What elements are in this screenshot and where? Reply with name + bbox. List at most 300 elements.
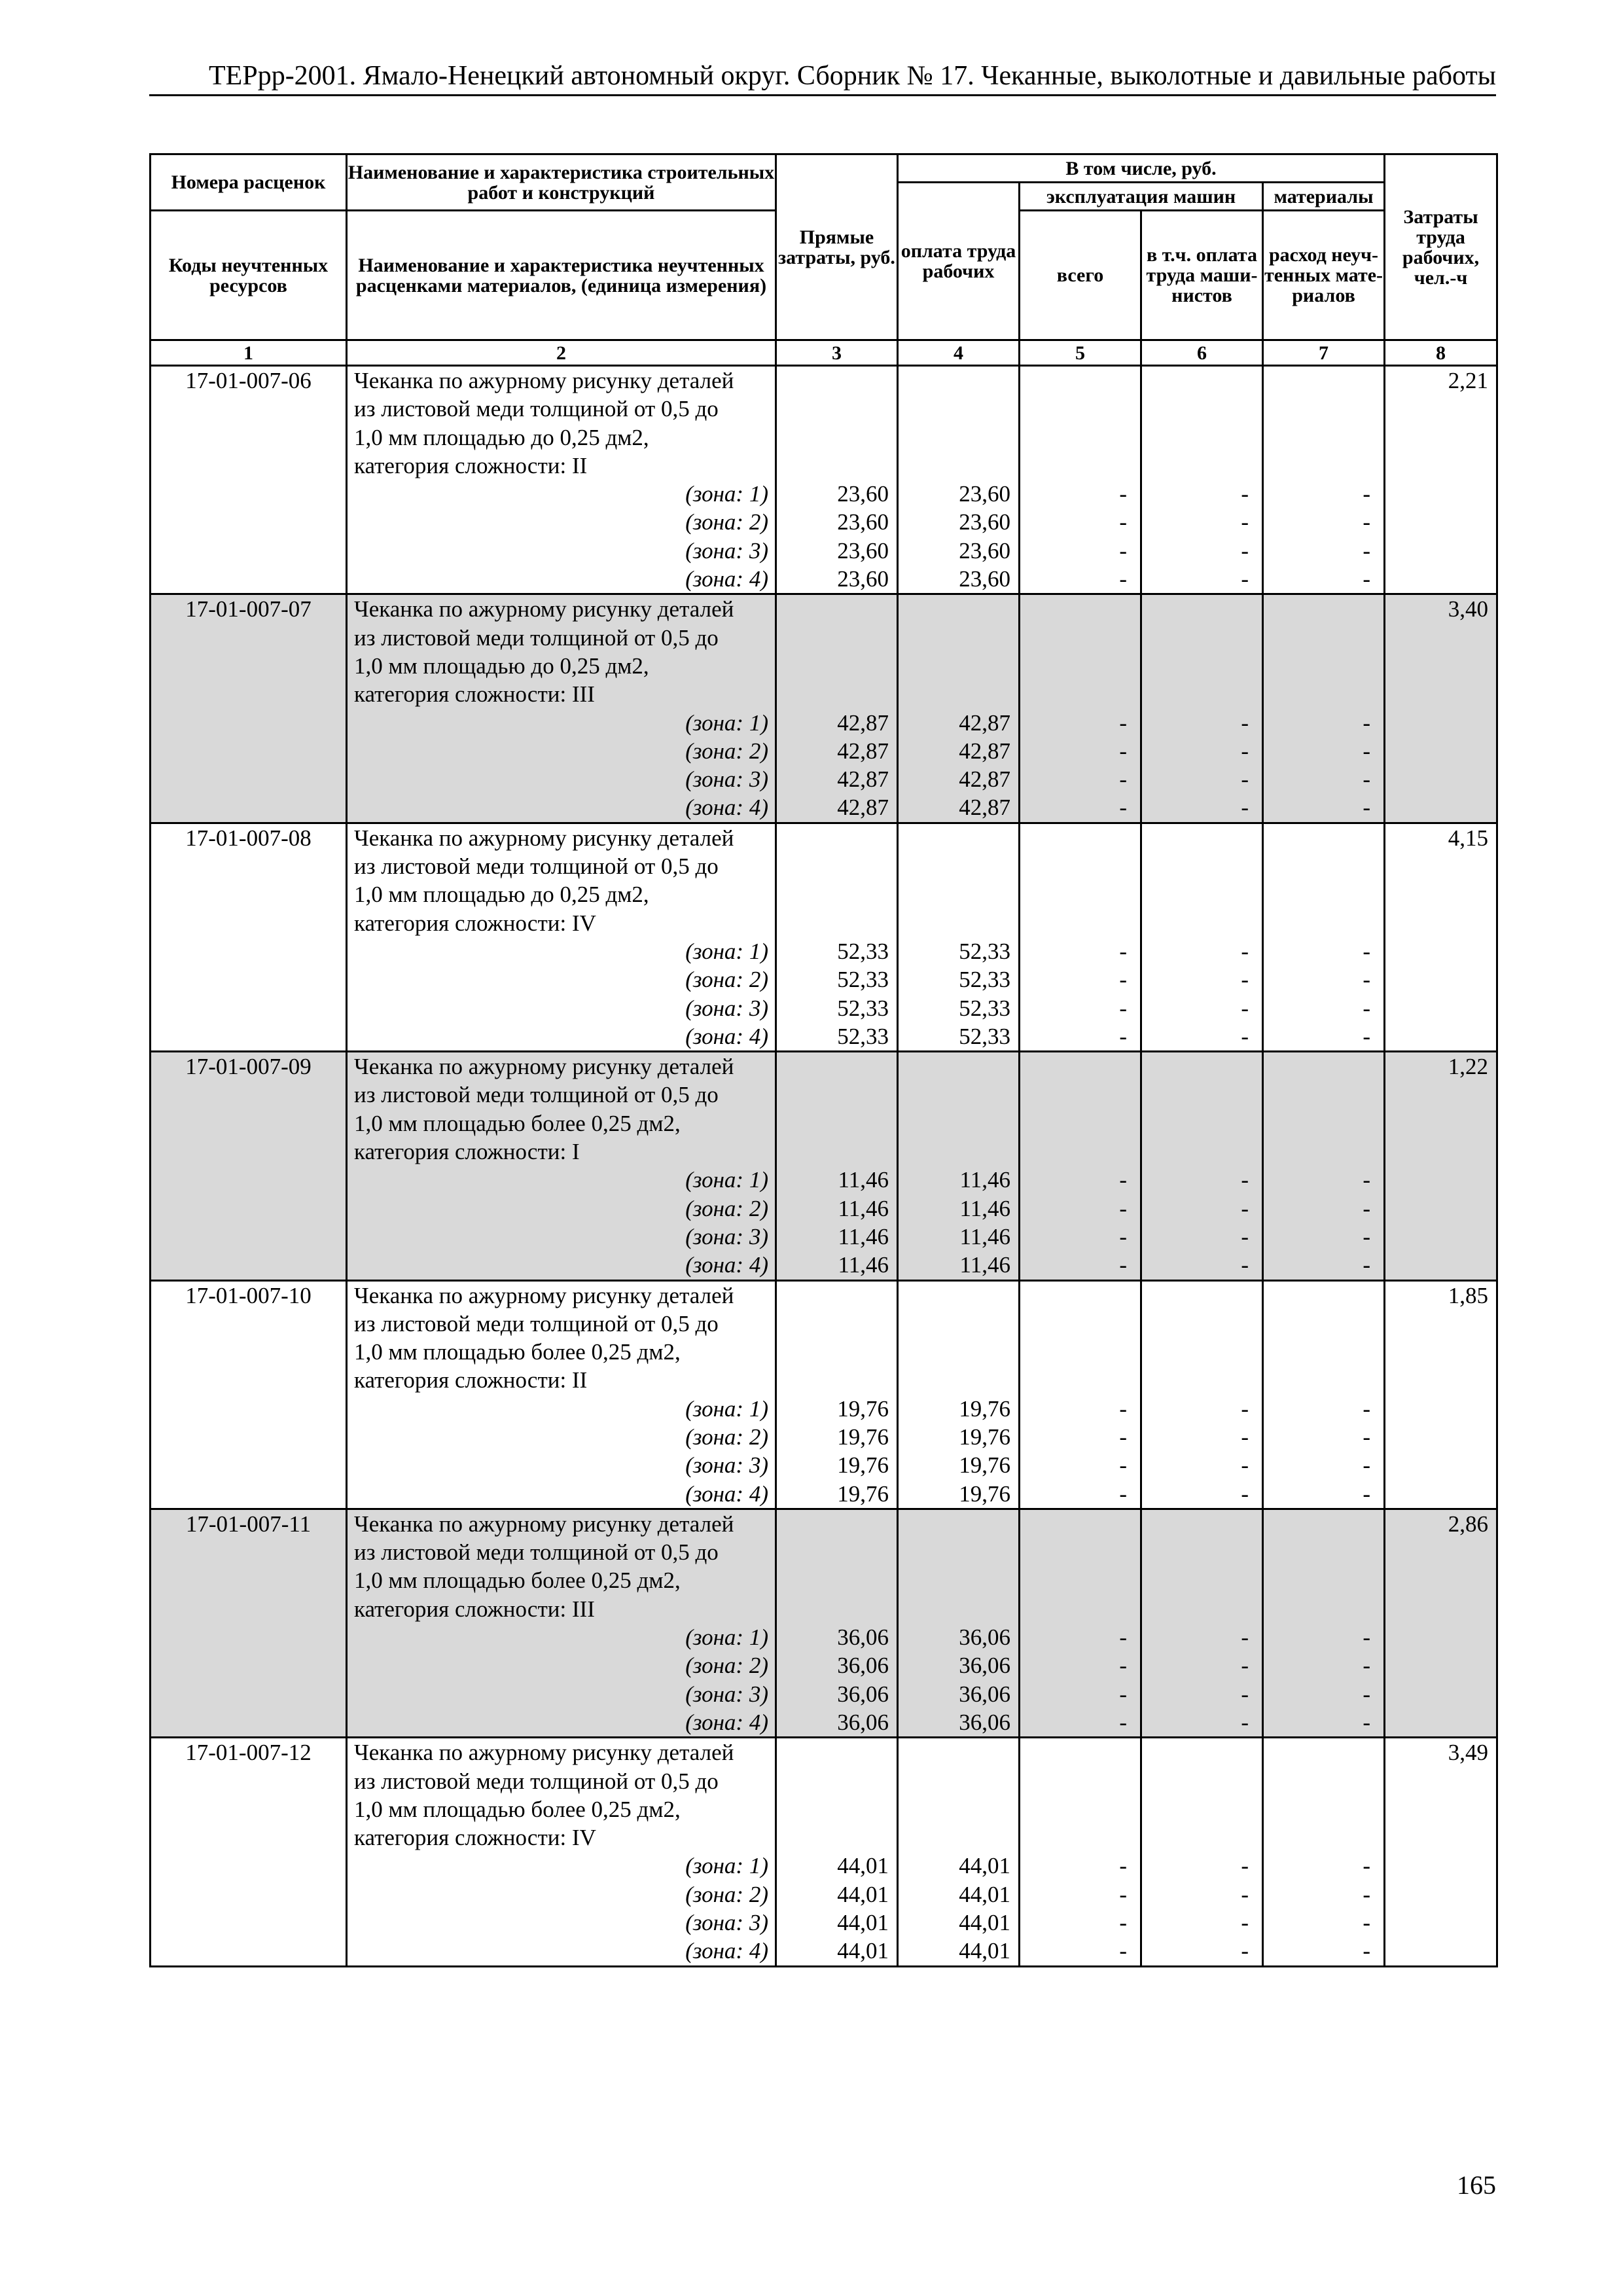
blank-line — [777, 1366, 889, 1394]
blank-line — [1142, 1510, 1249, 1538]
direct-cost-value: 11,46 — [838, 1223, 889, 1249]
blank-line — [899, 624, 1010, 652]
rates-table — [149, 153, 1498, 1967]
blank-line — [1020, 595, 1127, 623]
labor-cost-cell — [1385, 366, 1497, 594]
direct-cost-cell — [776, 1509, 898, 1737]
unaccounted-materials-header: расход неуч-тенных мате-риалов — [1263, 211, 1385, 340]
worker-pay-value: 23,60 — [959, 566, 1010, 592]
blank-line — [777, 423, 889, 452]
zone-label: (зона: 4) — [685, 1938, 768, 1964]
work-name-cell — [347, 1280, 776, 1509]
zone-label: (зона: 2) — [685, 738, 768, 764]
blank-line — [899, 1738, 1010, 1767]
labor-cost-value: 2,21 — [1448, 368, 1489, 393]
blank-line — [1020, 1282, 1127, 1310]
blank-line — [1264, 680, 1370, 708]
materials-cost-value: - — [1363, 1195, 1371, 1221]
worker-pay-value: 44,01 — [959, 1938, 1010, 1964]
col2-top-header: Наименование и характеристика строительных работ и конструкций — [347, 154, 776, 211]
worker-pay-cell — [898, 1280, 1020, 1509]
work-name-line: категория сложности: I — [354, 1139, 580, 1165]
zone-label: (зона: 3) — [685, 1910, 768, 1936]
blank-line — [1264, 1795, 1370, 1823]
blank-line — [1142, 423, 1249, 452]
blank-line — [899, 1109, 1010, 1138]
labor-cost-cell — [1385, 594, 1497, 823]
zone-label: (зона: 1) — [685, 1395, 768, 1422]
blank-line — [1142, 1052, 1249, 1081]
blank-line — [899, 652, 1010, 680]
worker-pay-value: 11,46 — [959, 1167, 1010, 1193]
rate-code: 17-01-007-11 — [185, 1511, 312, 1537]
blank-line — [1264, 852, 1370, 880]
work-name-line: из листовой меди толщиной от 0,5 до — [354, 1082, 719, 1108]
materials-cost-value: - — [1363, 1910, 1371, 1936]
blank-line — [899, 1138, 1010, 1166]
direct-cost-value: 52,33 — [837, 1023, 889, 1049]
work-name-line: из листовой меди толщиной от 0,5 до — [354, 624, 719, 651]
materials-cost-value: - — [1363, 1480, 1371, 1507]
rate-code: 17-01-007-07 — [185, 596, 312, 622]
direct-cost-value: 36,06 — [837, 1624, 889, 1651]
machines-total-value: - — [1119, 709, 1127, 736]
machinist-pay-value: - — [1241, 995, 1249, 1021]
direct-cost-cell — [776, 594, 898, 823]
blank-line — [1142, 1282, 1249, 1310]
materials-cost-value: - — [1363, 766, 1371, 793]
work-name-line: категория сложности: II — [354, 1367, 588, 1393]
blank-line — [1264, 1738, 1370, 1767]
materials-cost-value: - — [1363, 509, 1371, 535]
table-body — [151, 366, 1497, 1967]
labor-cost-value: 3,40 — [1448, 596, 1489, 622]
labor-cost-header: Затраты труда рабочих, чел.-ч — [1385, 154, 1497, 340]
zone-label: (зона: 2) — [685, 1881, 768, 1907]
machinist-pay-value: - — [1241, 1223, 1249, 1249]
materials-cost-value: - — [1363, 1452, 1371, 1479]
blank-line — [1020, 1338, 1127, 1366]
machines-total-value: - — [1119, 1452, 1127, 1479]
machines-total-value: - — [1119, 1023, 1127, 1049]
materials-cost-cell — [1263, 1280, 1385, 1509]
machines-total-value: - — [1119, 967, 1127, 993]
machines-total-cell — [1020, 1280, 1141, 1509]
blank-line — [1020, 452, 1127, 480]
blank-line — [1142, 624, 1249, 652]
worker-pay-value: 11,46 — [959, 1252, 1010, 1278]
worker-pay-value: 36,06 — [959, 1624, 1010, 1651]
blank-line — [899, 1767, 1010, 1795]
machines-total-value: - — [1119, 1681, 1127, 1707]
zone-label: (зона: 4) — [685, 1252, 768, 1278]
machines-total-cell — [1020, 594, 1141, 823]
machines-total-cell — [1020, 366, 1141, 594]
column-number: 4 — [898, 340, 1020, 366]
materials-cost-value: - — [1363, 566, 1371, 592]
rate-code: 17-01-007-09 — [185, 1054, 312, 1080]
machines-total-value: - — [1119, 1910, 1127, 1936]
machines-total-value: - — [1119, 1938, 1127, 1964]
blank-line — [1142, 852, 1249, 880]
worker-pay-value: 42,87 — [959, 795, 1010, 821]
machines-total-header: всего — [1020, 211, 1141, 340]
machines-total-value: - — [1119, 1252, 1127, 1278]
worker-pay-value: 23,60 — [959, 537, 1010, 564]
worker-pay-value: 52,33 — [959, 995, 1010, 1021]
materials-cost-value: - — [1363, 1223, 1371, 1249]
direct-cost-value: 44,01 — [837, 1881, 889, 1907]
machines-total-value: - — [1119, 766, 1127, 793]
blank-line — [899, 852, 1010, 880]
direct-cost-cell — [776, 1052, 898, 1280]
direct-cost-value: 11,46 — [838, 1252, 889, 1278]
blank-line — [899, 395, 1010, 423]
machinist-pay-value: - — [1241, 1681, 1249, 1707]
direct-cost-value: 23,60 — [837, 537, 889, 564]
materials-cost-cell — [1263, 823, 1385, 1051]
machinist-pay-value: - — [1241, 1424, 1249, 1450]
blank-line — [777, 452, 889, 480]
direct-cost-value: 36,06 — [837, 1709, 889, 1735]
blank-line — [777, 680, 889, 708]
work-name-line: из листовой меди толщиной от 0,5 до — [354, 1539, 719, 1566]
direct-cost-cell — [776, 823, 898, 1051]
blank-line — [1142, 1310, 1249, 1338]
blank-line — [1142, 1081, 1249, 1109]
blank-line — [1264, 1081, 1370, 1109]
zone-label: (зона: 3) — [685, 1681, 768, 1707]
blank-line — [899, 452, 1010, 480]
worker-pay-value: 23,60 — [959, 481, 1010, 507]
blank-line — [1264, 880, 1370, 908]
blank-line — [1020, 1595, 1127, 1623]
blank-line — [1142, 367, 1249, 395]
blank-line — [1020, 624, 1127, 652]
zone-label: (зона: 2) — [685, 1424, 768, 1450]
blank-line — [777, 367, 889, 395]
materials-cost-value: - — [1363, 1853, 1371, 1879]
blank-line — [1142, 1109, 1249, 1138]
machinist-pay-value: - — [1241, 509, 1249, 535]
blank-line — [899, 1338, 1010, 1366]
blank-line — [777, 880, 889, 908]
materials-cost-value: - — [1363, 938, 1371, 964]
blank-line — [777, 1052, 889, 1081]
blank-line — [1020, 1510, 1127, 1538]
labor-cost-cell — [1385, 1052, 1497, 1280]
blank-line — [1142, 1538, 1249, 1566]
work-name-line: Чеканка по ажурному рисунку деталей — [354, 1054, 734, 1080]
worker-pay-value: 44,01 — [959, 1910, 1010, 1936]
col1-top-header: Номера расценок — [151, 154, 347, 211]
column-number: 5 — [1020, 340, 1141, 366]
work-name-line: категория сложности: II — [354, 452, 588, 478]
worker-pay-cell — [898, 1509, 1020, 1737]
blank-line — [777, 1282, 889, 1310]
work-name-line: Чеканка по ажурному рисунку деталей — [354, 1740, 734, 1766]
table-row — [151, 1509, 1497, 1737]
machinist-pay-value: - — [1241, 738, 1249, 764]
blank-line — [899, 1052, 1010, 1081]
machines-total-value: - — [1119, 1195, 1127, 1221]
materials-cost-value: - — [1363, 967, 1371, 993]
blank-line — [777, 1738, 889, 1767]
direct-cost-value: 44,01 — [837, 1910, 889, 1936]
work-name-line: 1,0 мм площадью более 0,25 дм2, — [354, 1796, 681, 1822]
blank-line — [1142, 1338, 1249, 1366]
direct-cost-value: 19,76 — [837, 1395, 889, 1422]
page-title: ТЕРрр-2001. Ямало-Ненецкий автономный округ. Сборник № 17. Чеканные, выколотные и давильные работы — [209, 61, 1496, 91]
blank-line — [1020, 680, 1127, 708]
blank-line — [777, 595, 889, 623]
machinist-pay-value: - — [1241, 1395, 1249, 1422]
blank-line — [1264, 1338, 1370, 1366]
machines-total-value: - — [1119, 1709, 1127, 1735]
blank-line — [777, 1510, 889, 1538]
blank-line — [1020, 1738, 1127, 1767]
blank-line — [1020, 1366, 1127, 1394]
machinist-pay-value: - — [1241, 938, 1249, 964]
blank-line — [777, 1338, 889, 1366]
blank-line — [1142, 652, 1249, 680]
direct-cost-value: 23,60 — [837, 481, 889, 507]
blank-line — [1264, 1767, 1370, 1795]
column-number: 1 — [151, 340, 347, 366]
materials-cost-value: - — [1363, 1938, 1371, 1964]
machinist-pay-value: - — [1241, 1452, 1249, 1479]
machines-header: эксплуатация машин — [1020, 183, 1263, 211]
labor-cost-cell — [1385, 1280, 1497, 1509]
machinist-pay-value: - — [1241, 1881, 1249, 1907]
blank-line — [1264, 909, 1370, 937]
zone-label: (зона: 4) — [685, 1480, 768, 1507]
direct-cost-value: 52,33 — [837, 995, 889, 1021]
blank-line — [1264, 452, 1370, 480]
machines-total-value: - — [1119, 995, 1127, 1021]
zone-label: (зона: 1) — [685, 1167, 768, 1193]
zone-label: (зона: 1) — [685, 1624, 768, 1651]
direct-cost-value: 36,06 — [837, 1681, 889, 1707]
materials-cost-value: - — [1363, 1881, 1371, 1907]
direct-cost-value: 19,76 — [837, 1424, 889, 1450]
page-header — [149, 58, 1496, 96]
machinist-pay-value: - — [1241, 1167, 1249, 1193]
zone-label: (зона: 2) — [685, 1195, 768, 1221]
worker-pay-value: 42,87 — [959, 709, 1010, 736]
direct-cost-cell — [776, 1738, 898, 1966]
machinist-pay-cell — [1141, 594, 1263, 823]
blank-line — [1264, 367, 1370, 395]
work-name-line: из листовой меди толщиной от 0,5 до — [354, 396, 719, 422]
zone-label: (зона: 3) — [685, 1223, 768, 1249]
zone-label: (зона: 1) — [685, 938, 768, 964]
work-name-line: Чеканка по ажурному рисунку деталей — [354, 1511, 734, 1537]
machinist-pay-value: - — [1241, 1252, 1249, 1278]
work-name-line: Чеканка по ажурному рисунку деталей — [354, 596, 734, 622]
blank-line — [1020, 880, 1127, 908]
machines-total-value: - — [1119, 509, 1127, 535]
worker-pay-cell — [898, 1738, 1020, 1966]
direct-cost-value: 42,87 — [837, 709, 889, 736]
machinist-pay-cell — [1141, 1052, 1263, 1280]
work-name-line: категория сложности: III — [354, 1596, 595, 1622]
blank-line — [777, 1310, 889, 1338]
worker-pay-value: 44,01 — [959, 1881, 1010, 1907]
blank-line — [1264, 1510, 1370, 1538]
zone-label: (зона: 4) — [685, 1023, 768, 1049]
machines-total-value: - — [1119, 938, 1127, 964]
machinist-pay-value: - — [1241, 1853, 1249, 1879]
direct-cost-value: 42,87 — [837, 766, 889, 793]
machinist-pay-value: - — [1241, 1709, 1249, 1735]
work-name-line: 1,0 мм площадью до 0,25 дм2, — [354, 424, 649, 450]
worker-pay-header: оплата труда рабочих — [898, 183, 1020, 340]
blank-line — [899, 1282, 1010, 1310]
materials-cost-value: - — [1363, 795, 1371, 821]
work-name-line: категория сложности: III — [354, 681, 595, 708]
work-name-cell — [347, 594, 776, 823]
work-name-cell — [347, 1738, 776, 1966]
materials-cost-value: - — [1363, 1681, 1371, 1707]
blank-line — [899, 1566, 1010, 1594]
blank-line — [1142, 824, 1249, 852]
materials-cost-value: - — [1363, 1709, 1371, 1735]
blank-line — [1264, 423, 1370, 452]
blank-line — [1142, 595, 1249, 623]
worker-pay-value: 19,76 — [959, 1424, 1010, 1450]
machines-total-value: - — [1119, 1624, 1127, 1651]
machinist-pay-value: - — [1241, 1195, 1249, 1221]
blank-line — [1020, 1566, 1127, 1594]
worker-pay-value: 19,76 — [959, 1395, 1010, 1422]
blank-line — [777, 1109, 889, 1138]
blank-line — [1142, 395, 1249, 423]
machinist-pay-value: - — [1241, 1480, 1249, 1507]
blank-line — [777, 1767, 889, 1795]
blank-line — [777, 1795, 889, 1823]
rate-code-cell — [151, 366, 347, 594]
direct-cost-header: Прямые затраты, руб. — [776, 154, 898, 340]
machines-total-value: - — [1119, 1424, 1127, 1450]
blank-line — [1142, 1767, 1249, 1795]
blank-line — [777, 1538, 889, 1566]
materials-cost-value: - — [1363, 1624, 1371, 1651]
blank-line — [1264, 1138, 1370, 1166]
machines-total-value: - — [1119, 537, 1127, 564]
work-name-line: 1,0 мм площадью более 0,25 дм2, — [354, 1110, 681, 1136]
machines-total-value: - — [1119, 566, 1127, 592]
zone-label: (зона: 1) — [685, 1853, 768, 1879]
materials-cost-value: - — [1363, 537, 1371, 564]
materials-header: материалы — [1263, 183, 1385, 211]
worker-pay-cell — [898, 366, 1020, 594]
materials-cost-value: - — [1363, 1167, 1371, 1193]
blank-line — [1264, 1566, 1370, 1594]
worker-pay-cell — [898, 823, 1020, 1051]
machines-total-cell — [1020, 1738, 1141, 1966]
blank-line — [1020, 1081, 1127, 1109]
work-name-line: 1,0 мм площадью до 0,25 дм2, — [354, 653, 649, 679]
materials-cost-value: - — [1363, 1023, 1371, 1049]
machines-total-value: - — [1119, 795, 1127, 821]
rate-code-cell — [151, 594, 347, 823]
blank-line — [1264, 1823, 1370, 1852]
blank-line — [899, 824, 1010, 852]
worker-pay-value: 44,01 — [959, 1853, 1010, 1879]
rate-code-cell — [151, 823, 347, 1051]
blank-line — [899, 1795, 1010, 1823]
worker-pay-value: 52,33 — [959, 1023, 1010, 1049]
worker-pay-value: 36,06 — [959, 1709, 1010, 1735]
worker-pay-value: 11,46 — [959, 1195, 1010, 1221]
machines-total-cell — [1020, 823, 1141, 1051]
labor-cost-cell — [1385, 823, 1497, 1051]
table-row — [151, 594, 1497, 823]
blank-line — [899, 909, 1010, 937]
machinist-pay-cell — [1141, 823, 1263, 1051]
blank-line — [899, 880, 1010, 908]
rate-code-cell — [151, 1738, 347, 1966]
blank-line — [1020, 1823, 1127, 1852]
machinist-pay-cell — [1141, 366, 1263, 594]
zone-label: (зона: 3) — [685, 1452, 768, 1479]
direct-cost-value: 44,01 — [837, 1853, 889, 1879]
blank-line — [1264, 1538, 1370, 1566]
blank-line — [899, 1510, 1010, 1538]
blank-line — [1264, 1310, 1370, 1338]
blank-line — [1264, 1595, 1370, 1623]
materials-cost-value: - — [1363, 1395, 1371, 1422]
machinist-pay-value: - — [1241, 795, 1249, 821]
work-name-line: 1,0 мм площадью более 0,25 дм2, — [354, 1568, 681, 1594]
materials-cost-value: - — [1363, 738, 1371, 764]
direct-cost-value: 42,87 — [837, 738, 889, 764]
blank-line — [777, 852, 889, 880]
blank-line — [1142, 1823, 1249, 1852]
blank-line — [899, 367, 1010, 395]
worker-pay-value: 19,76 — [959, 1452, 1010, 1479]
rate-code-cell — [151, 1280, 347, 1509]
work-name-line: Чеканка по ажурному рисунку деталей — [354, 825, 734, 851]
blank-line — [899, 595, 1010, 623]
worker-pay-value: 11,46 — [959, 1223, 1010, 1249]
machines-total-value: - — [1119, 1881, 1127, 1907]
materials-cost-value: - — [1363, 1424, 1371, 1450]
labor-cost-value: 4,15 — [1448, 825, 1489, 851]
blank-line — [1020, 1538, 1127, 1566]
labor-cost-value: 1,22 — [1448, 1054, 1489, 1080]
blank-line — [777, 624, 889, 652]
machinist-pay-value: - — [1241, 766, 1249, 793]
machines-total-value: - — [1119, 1167, 1127, 1193]
blank-line — [1020, 652, 1127, 680]
materials-cost-cell — [1263, 366, 1385, 594]
direct-cost-value: 23,60 — [837, 566, 889, 592]
blank-line — [1020, 824, 1127, 852]
blank-line — [1264, 824, 1370, 852]
worker-pay-value: 36,06 — [959, 1681, 1010, 1707]
machines-total-cell — [1020, 1509, 1141, 1737]
table-row — [151, 1052, 1497, 1280]
materials-cost-value: - — [1363, 1653, 1371, 1679]
machinist-pay-value: - — [1241, 566, 1249, 592]
blank-line — [1142, 452, 1249, 480]
blank-line — [777, 652, 889, 680]
worker-pay-value: 36,06 — [959, 1653, 1010, 1679]
column-numbers-row — [151, 340, 1497, 366]
blank-line — [1142, 1138, 1249, 1166]
